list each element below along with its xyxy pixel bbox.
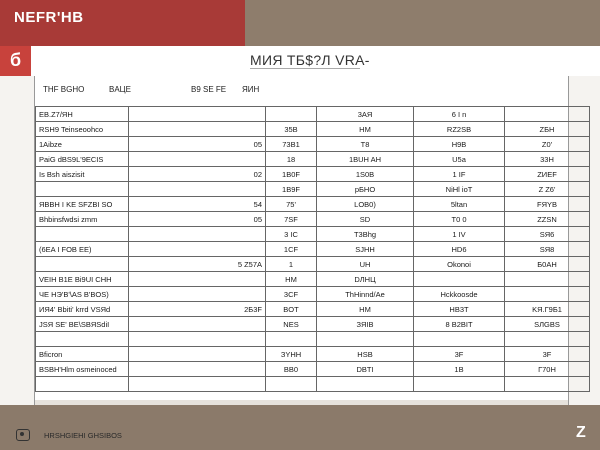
table-cell[interactable]: DЛHЦ bbox=[317, 272, 414, 287]
table-cell[interactable]: ЧЕ HЭ'B'\AS B'BOS) bbox=[36, 287, 129, 302]
table-cell[interactable] bbox=[266, 332, 317, 347]
table-cell[interactable]: (6EA I FOB EE) bbox=[36, 242, 129, 257]
table-cell[interactable] bbox=[414, 272, 505, 287]
table-cell[interactable]: UH bbox=[317, 257, 414, 272]
table-cell[interactable]: T0 0 bbox=[414, 212, 505, 227]
table-cell[interactable]: RZ2SB bbox=[414, 122, 505, 137]
table-cell[interactable]: 3F bbox=[414, 347, 505, 362]
table-cell[interactable]: 1 IV bbox=[414, 227, 505, 242]
table-cell[interactable]: EB.Z7/ЯH bbox=[36, 107, 129, 122]
table-cell[interactable]: T3Bhg bbox=[317, 227, 414, 242]
table-cell[interactable]: 3 IC bbox=[266, 227, 317, 242]
camera-icon[interactable] bbox=[16, 429, 30, 441]
table-cell[interactable] bbox=[129, 152, 266, 167]
table-cell[interactable]: 75' bbox=[266, 197, 317, 212]
table-cell[interactable]: 2Б3F bbox=[129, 302, 266, 317]
table-cell[interactable] bbox=[505, 287, 590, 302]
column-header[interactable]: BAЦE bbox=[109, 85, 131, 94]
status-text: HRSHGIEHI GHSIBOS bbox=[44, 431, 122, 440]
table-cell[interactable]: ЯBBH I KE SFZBI SO bbox=[36, 197, 129, 212]
table-cell[interactable]: RSH9 Teinseoohco bbox=[36, 122, 129, 137]
table-cell[interactable] bbox=[129, 182, 266, 197]
table-cell[interactable] bbox=[129, 287, 266, 302]
table-cell[interactable]: SJHH bbox=[317, 242, 414, 257]
table-cell[interactable]: NiHl ioT bbox=[414, 182, 505, 197]
table-cell[interactable] bbox=[129, 332, 266, 347]
table-cell[interactable]: 35B bbox=[266, 122, 317, 137]
column-headers bbox=[35, 76, 568, 106]
table-cell[interactable]: U5a bbox=[414, 152, 505, 167]
table-row bbox=[36, 167, 590, 182]
table-cell[interactable]: NES bbox=[266, 317, 317, 332]
table-cell[interactable] bbox=[317, 377, 414, 392]
table-cell[interactable]: 3AЯ bbox=[317, 107, 414, 122]
table-cell[interactable]: Z Z6' bbox=[505, 182, 590, 197]
column-header[interactable]: ЯИH bbox=[242, 85, 260, 94]
table-cell[interactable]: 1B bbox=[414, 362, 505, 377]
table-cell[interactable] bbox=[36, 227, 129, 242]
table-cell[interactable]: Б0AH bbox=[505, 257, 590, 272]
table-cell[interactable] bbox=[266, 377, 317, 392]
document-title: MИЯ TБ$?Л VRA- bbox=[250, 52, 370, 68]
table-cell[interactable]: 1B9F bbox=[266, 182, 317, 197]
app-logo-icon[interactable]: б bbox=[0, 46, 31, 76]
table-cell[interactable]: 3CF bbox=[266, 287, 317, 302]
table-row bbox=[36, 287, 590, 302]
table-row bbox=[36, 317, 590, 332]
table-cell[interactable]: JSЯ SE' BЕ\SBЯSdiI bbox=[36, 317, 129, 332]
table-cell[interactable]: 1CF bbox=[266, 242, 317, 257]
table-cell[interactable]: BB0 bbox=[266, 362, 317, 377]
table-cell[interactable]: Г70H bbox=[505, 362, 590, 377]
table-cell[interactable] bbox=[505, 107, 590, 122]
table-cell[interactable] bbox=[505, 377, 590, 392]
table-cell[interactable] bbox=[266, 107, 317, 122]
table-cell[interactable]: 18 bbox=[266, 152, 317, 167]
table-cell[interactable]: ZИEF bbox=[505, 167, 590, 182]
table-cell[interactable] bbox=[129, 242, 266, 257]
table-cell[interactable]: SЯ6 bbox=[505, 227, 590, 242]
document-window bbox=[0, 46, 600, 405]
table-cell[interactable]: VEIH B1E Bi9UI CHH bbox=[36, 272, 129, 287]
table-cell[interactable]: 5 Z57A bbox=[129, 257, 266, 272]
table-cell[interactable]: 05 bbox=[129, 212, 266, 227]
table-cell[interactable] bbox=[129, 377, 266, 392]
column-header[interactable]: THF BGHO bbox=[43, 85, 85, 94]
table-cell[interactable]: HM bbox=[317, 302, 414, 317]
table-cell[interactable]: SЛGBS bbox=[505, 317, 590, 332]
table-cell[interactable]: BSBH'Hlm osmeinoced bbox=[36, 362, 129, 377]
table-cell[interactable]: ZБH bbox=[505, 122, 590, 137]
status-bar bbox=[0, 405, 600, 450]
table-cell[interactable]: ЗYHH bbox=[266, 347, 317, 362]
spreadsheet bbox=[34, 76, 569, 405]
table-cell[interactable]: 6 I n bbox=[414, 107, 505, 122]
brand-name: NEFR'HB bbox=[14, 9, 84, 26]
table-row bbox=[36, 272, 590, 287]
table-row bbox=[36, 107, 590, 122]
table-cell[interactable]: T8 bbox=[317, 137, 414, 152]
table-row bbox=[36, 212, 590, 227]
table-cell[interactable] bbox=[317, 332, 414, 347]
table-cell[interactable] bbox=[129, 272, 266, 287]
table-cell[interactable] bbox=[505, 272, 590, 287]
table-row bbox=[36, 122, 590, 137]
table-cell[interactable]: 02 bbox=[129, 167, 266, 182]
table-cell[interactable]: HSB bbox=[317, 347, 414, 362]
table-cell[interactable]: 1 IF bbox=[414, 167, 505, 182]
table-cell[interactable]: Okonoi bbox=[414, 257, 505, 272]
table-cell[interactable]: FЯYB bbox=[505, 197, 590, 212]
table-cell[interactable]: 3F bbox=[505, 347, 590, 362]
table-cell[interactable]: KЯ.Г9Б1 bbox=[505, 302, 590, 317]
table-row bbox=[36, 137, 590, 152]
table-cell[interactable]: 73B1 bbox=[266, 137, 317, 152]
table-cell[interactable]: pБHO bbox=[317, 182, 414, 197]
table-cell[interactable]: Z0' bbox=[505, 137, 590, 152]
table-cell[interactable]: Is Bsh aiszisit bbox=[36, 167, 129, 182]
table-row bbox=[36, 377, 590, 392]
table-cell[interactable]: 1B0F bbox=[266, 167, 317, 182]
table-cell[interactable] bbox=[129, 347, 266, 362]
table-cell[interactable]: 5ltan bbox=[414, 197, 505, 212]
table-cell[interactable]: ThHinnd/Ae bbox=[317, 287, 414, 302]
table-row bbox=[36, 197, 590, 212]
table-row bbox=[36, 362, 590, 377]
table-row bbox=[36, 152, 590, 167]
table-cell[interactable] bbox=[36, 377, 129, 392]
table-cell[interactable] bbox=[129, 227, 266, 242]
table-cell[interactable] bbox=[36, 182, 129, 197]
table-cell[interactable]: Hckkoosde bbox=[414, 287, 505, 302]
table-cell[interactable]: PaiG dBS9L'9ECIS bbox=[36, 152, 129, 167]
corner-logo-icon[interactable]: Z bbox=[576, 424, 586, 441]
table-row bbox=[36, 302, 590, 317]
table-cell[interactable]: H9B bbox=[414, 137, 505, 152]
table-cell[interactable] bbox=[36, 257, 129, 272]
table-row bbox=[36, 347, 590, 362]
table-cell[interactable]: 33H bbox=[505, 152, 590, 167]
table-cell[interactable]: SD bbox=[317, 212, 414, 227]
table-cell[interactable]: SЯ8 bbox=[505, 242, 590, 257]
table-row bbox=[36, 332, 590, 347]
table-cell[interactable]: 54 bbox=[129, 197, 266, 212]
table-cell[interactable] bbox=[129, 107, 266, 122]
table-cell[interactable] bbox=[129, 122, 266, 137]
table-cell[interactable]: HM bbox=[317, 122, 414, 137]
table-row bbox=[36, 257, 590, 272]
brand-banner bbox=[0, 0, 245, 46]
title-underline bbox=[250, 68, 360, 69]
table-cell[interactable] bbox=[505, 332, 590, 347]
table-cell[interactable]: ЗЯIB bbox=[317, 317, 414, 332]
table-cell[interactable] bbox=[129, 317, 266, 332]
table-row bbox=[36, 227, 590, 242]
table-cell[interactable]: 05 bbox=[129, 137, 266, 152]
table-cell[interactable]: 1Aibze bbox=[36, 137, 129, 152]
document-header bbox=[0, 46, 600, 76]
table-cell[interactable]: ZZSN bbox=[505, 212, 590, 227]
table-cell[interactable] bbox=[36, 332, 129, 347]
table-cell[interactable]: 1 bbox=[266, 257, 317, 272]
table-cell[interactable]: 7SF bbox=[266, 212, 317, 227]
table-cell[interactable] bbox=[129, 362, 266, 377]
column-header[interactable]: B9 SE FE bbox=[191, 85, 227, 94]
table-cell[interactable]: ИЯ4' Bbiti' krrd VSЯd bbox=[36, 302, 129, 317]
table-cell[interactable]: HD6 bbox=[414, 242, 505, 257]
table-cell[interactable]: HB3T bbox=[414, 302, 505, 317]
table-cell[interactable] bbox=[414, 332, 505, 347]
table-cell[interactable]: DBTI bbox=[317, 362, 414, 377]
table-cell[interactable]: BOT bbox=[266, 302, 317, 317]
data-table bbox=[35, 106, 590, 392]
table-cell[interactable]: 8 B2BIT bbox=[414, 317, 505, 332]
table-cell[interactable]: Bhbinsfwdsi zmm bbox=[36, 212, 129, 227]
table-row bbox=[36, 182, 590, 197]
table-cell[interactable]: LOB0) bbox=[317, 197, 414, 212]
table-cell[interactable]: 1BUH AH bbox=[317, 152, 414, 167]
table-cell[interactable]: Bficron bbox=[36, 347, 129, 362]
table-cell[interactable]: 1S0B bbox=[317, 167, 414, 182]
table-cell[interactable] bbox=[414, 377, 505, 392]
table-row bbox=[36, 242, 590, 257]
table-cell[interactable]: HM bbox=[266, 272, 317, 287]
